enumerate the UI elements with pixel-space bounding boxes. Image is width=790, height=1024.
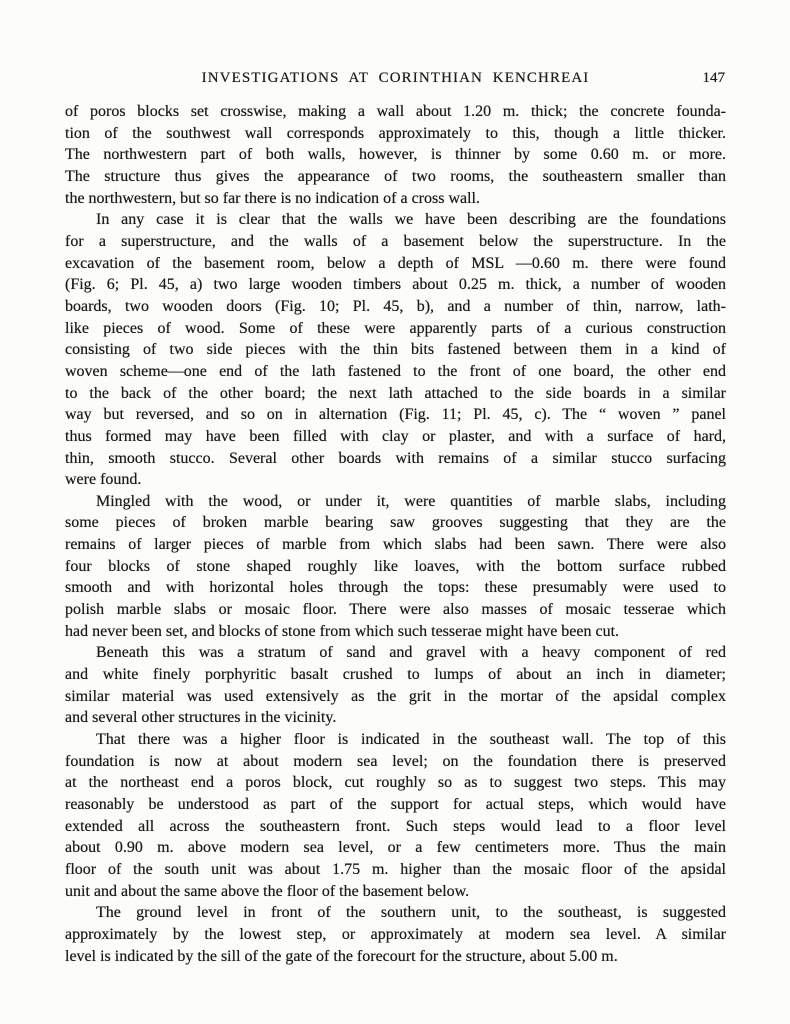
paragraph: [65, 642, 726, 729]
text-line: about 0.90 m. above modern sea level, or a few centimeters more. Thus the main: [65, 839, 726, 857]
text-line: approximately by the lowest step, or approximately at modern sea level. A similar: [65, 925, 726, 943]
paragraph: [65, 729, 726, 902]
text-line: In any case it is clear that the walls we have been describing are the foundations: [96, 211, 726, 229]
text-line: Mingled with the wood, or under it, were quantities of marble slabs, including: [96, 492, 726, 510]
text-line: to the back of the other board; the next lath attached to the side boards in a similar: [65, 384, 726, 402]
text-line: The ground level in front of the southern unit, to the southeast, is suggested: [96, 904, 726, 922]
text-line: The northwestern part of both walls, however, is thinner by some 0.60 m. or more.: [65, 146, 726, 164]
paragraph: [65, 101, 726, 209]
paragraph: [65, 902, 726, 967]
text-line: were found.: [65, 471, 142, 489]
text-line: and white finely porphyritic basalt crushed to lumps of about an inch in diameter;: [65, 666, 726, 684]
text-line: extended all across the southeastern front. Such steps would lead to a floor level: [65, 817, 726, 835]
text-line: thin, smooth stucco. Several other boards with remains of a similar stucco surfacing: [65, 449, 726, 467]
text-line: consisting of two side pieces with the thin bits fastened between them in a kind of: [65, 341, 726, 359]
text-line: (Fig. 6; Pl. 45, a) two large wooden timbers about 0.25 m. thick, a number of wooden: [65, 276, 726, 294]
text-line: tion of the southwest wall corresponds approximately to this, though a little thicker.: [65, 124, 726, 142]
paragraph: [65, 209, 726, 491]
running-header: [65, 70, 726, 90]
header-title: INVESTIGATIONS AT CORINTHIAN KENCHREAI: [201, 70, 590, 86]
text-line: some pieces of broken marble bearing saw grooves suggesting that they are the: [65, 514, 726, 532]
page-number: 147: [702, 70, 725, 86]
text-line: That there was a higher floor is indicated in the southeast wall. The top of this: [96, 731, 726, 749]
text-line: of poros blocks set crosswise, making a wall about 1.20 m. thick; the concrete founda-: [65, 103, 726, 120]
text-line: The structure thus gives the appearance of two rooms, the southeastern smaller than: [65, 167, 726, 185]
text-line: foundation is now at about modern sea level; on the foundation there is preserved: [65, 752, 726, 770]
text-line: like pieces of wood. Some of these were apparently parts of a curious construction: [65, 319, 726, 337]
text-line: smooth and with horizontal holes through the tops: these presumably were used to: [65, 579, 726, 597]
document-body: [65, 101, 726, 967]
text-line: similar material was used extensively as the grit in the mortar of the apsidal complex: [65, 687, 726, 705]
text-line: thus formed may have been filled with clay or plaster, and with a surface of hard,: [65, 427, 726, 445]
text-line: at the northeast end a poros block, cut roughly so as to suggest two steps. This may: [65, 774, 726, 792]
text-line: excavation of the basement room, below a depth of MSL —0.60 m. there were found: [65, 254, 726, 272]
text-line: floor of the south unit was about 1.75 m. higher than the mosaic floor of the apsidal: [65, 860, 726, 878]
text-line: boards, two wooden doors (Fig. 10; Pl. 45, b), and a number of thin, narrow, lath-: [65, 297, 726, 315]
paragraph: [65, 491, 726, 643]
text-line: polish marble slabs or mosaic floor. There were also masses of mosaic tesserae which: [65, 601, 726, 619]
text-line: woven scheme—one end of the lath fastened to the front of one board, the other end: [65, 362, 726, 380]
text-line: level is indicated by the sill of the gate of the forecourt for the structure, about 5.00 m.: [65, 947, 618, 965]
text-line: Beneath this was a stratum of sand and gravel with a heavy component of red: [96, 644, 726, 662]
text-line: had never been set, and blocks of stone from which such tesserae might have been cut.: [65, 622, 620, 640]
text-line: and several other structures in the vicinity.: [65, 709, 337, 727]
text-line: remains of larger pieces of marble from which slabs had been sawn. There were also: [65, 536, 726, 554]
text-line: the northwestern, but so far there is no indication of a cross wall.: [65, 189, 480, 207]
text-line: for a superstructure, and the walls of a basement below the superstructure. In the: [65, 232, 726, 250]
text-line: four blocks of stone shaped roughly like loaves, with the bottom surface rubbed: [65, 557, 726, 575]
text-line: reasonably be understood as part of the support for actual steps, which would have: [65, 796, 726, 813]
text-line: unit and about the same above the floor of the basement below.: [65, 882, 470, 900]
text-line: way but reversed, and so on in alternation (Fig. 11; Pl. 45, c). The “ woven ” panel: [65, 406, 726, 424]
